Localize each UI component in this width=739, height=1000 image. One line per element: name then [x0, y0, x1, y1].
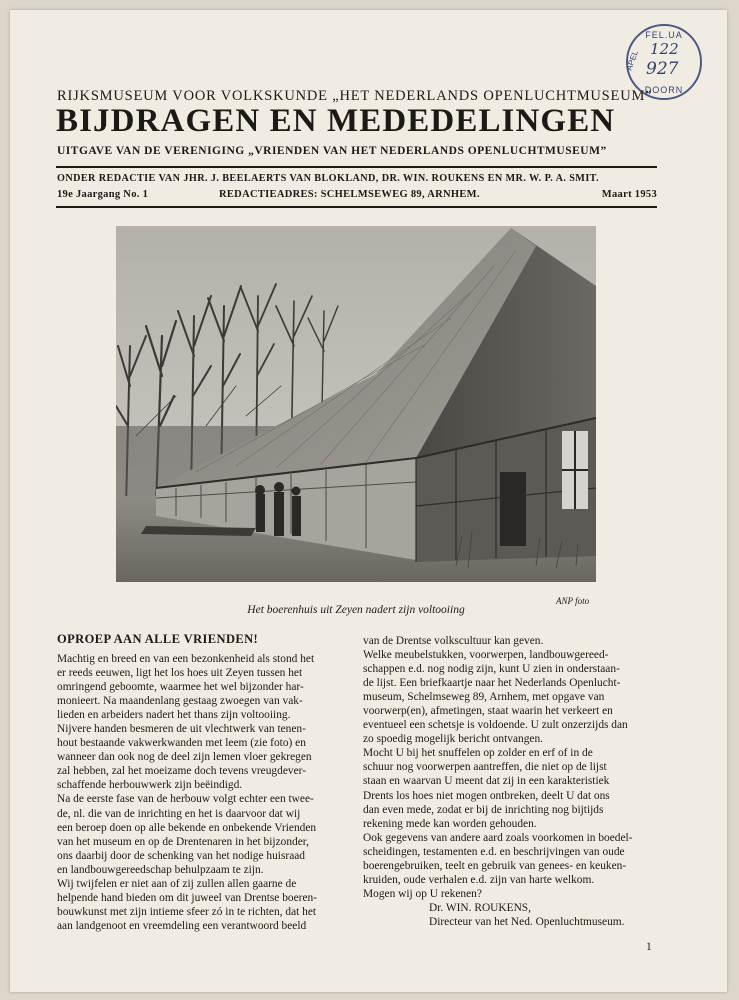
text-line: Na de eerste fase van de herbouw volgt echter een twee-	[57, 793, 314, 806]
editorial-address: REDACTIEADRES: SCHELMSEWEG 89, ARNHEM.	[219, 189, 480, 200]
text-line: een beroep doen op alle bekende en onbekende Vrienden	[57, 821, 317, 834]
top-rule	[56, 166, 657, 168]
text-line: Machtig en breed en van een bezonkenheid als stond het	[57, 653, 315, 665]
text-line: staan en waarvan U meent dat zij in een karakteristiek	[363, 775, 610, 788]
text-line: Welke meubelstukken, voorwerpen, landbouwgereed-	[363, 649, 609, 662]
article-heading: OPROEP AAN ALLE VRIENDEN!	[57, 632, 259, 646]
signature-title: Directeur van het Ned. Openluchtmuseum.	[429, 915, 625, 928]
stamp-left-text: APEL	[624, 49, 640, 72]
text-line: zo spoedig mogelijk bericht ontvangen.	[363, 733, 543, 746]
text-line: Mocht U bij het snuffelen op zolder en erf of in de	[363, 747, 593, 760]
article-left-column	[57, 652, 347, 933]
museum-line: RIJKSMUSEUM VOOR VOLKSKUNDE „HET NEDERLANDS OPENLUCHTMUSEUM”	[57, 88, 653, 104]
signature-name: Dr. WIN. ROUKENS,	[429, 901, 531, 914]
stamp-bottom-text: DOORN	[644, 85, 684, 95]
text-line: zal hebben, zal het moeizame doch tevens vreugdever-	[57, 765, 306, 778]
text-line: Drents los hoes niet mogen ontbreken, deelt U dat ons	[363, 789, 610, 802]
issue-number: 19e Jaargang No. 1	[57, 189, 149, 200]
page-number: 1	[646, 941, 652, 953]
text-line: boerengebruiken, teelt en gebruik van genees- en keuken-	[363, 859, 627, 872]
text-line: van het museum en op de Drentenaren in het bijzonder,	[57, 835, 309, 848]
stamp-number-2: 927	[646, 59, 679, 79]
stamp-top-text: FEL.UA	[645, 30, 683, 40]
text-line: monieert. Na maandenlang gestaag zwoegen van vak-	[57, 695, 303, 708]
text-line: hout bestaande vakwerkwanden met leem (zie foto) en	[57, 737, 306, 750]
text-line: schuur nog voorwerpen aantreffen, die niet op de lijst	[363, 761, 607, 774]
stamp-number-1: 122	[650, 40, 679, 58]
farmhouse-photo	[116, 226, 596, 582]
text-line: Ook gegevens van andere aard zoals voorkomen in boedel-	[363, 831, 633, 844]
text-line: helpende hand bieden om dit juweel van Drentse boeren-	[57, 891, 317, 904]
issue-info-line	[57, 189, 657, 203]
issue-date: Maart 1953	[601, 189, 657, 200]
text-line: omringend geboomte, waarmee het wel bijzonder har-	[57, 681, 304, 694]
text-line: schaffende herbouwwerk zijn beëindigd.	[57, 779, 243, 792]
text-line: aan landgenoot en vreemdeling een verantwoord beeld	[57, 919, 307, 932]
text-line: lieden en arbeiders nadert het thans zijn voltooiing.	[57, 709, 291, 722]
text-line: de, nl. die van de inrichting en het is daarvoor dat wij	[57, 807, 301, 820]
text-line: rekening mede kan worden gehouden.	[363, 817, 537, 830]
text-line: er reeds eeuwen, ligt het los hoes uit Zeyen tussen het	[57, 667, 303, 680]
text-line: de lijst. Een briefkaartje naar het Nederlands Openlucht-	[363, 677, 621, 690]
text-line: Mogen wij op U rekenen?	[363, 887, 482, 900]
text-line: dan even mede, zodat er bij de inrichting nog bijtijds	[363, 803, 604, 816]
article-right-column	[363, 634, 659, 929]
page-title: BIJDRAGEN EN MEDEDELINGEN	[56, 103, 616, 139]
photo-credit: ANP foto	[556, 596, 590, 606]
text-line: en landbouwgereedschap behulpzaam te zijn.	[57, 863, 264, 876]
editors-line: ONDER REDACTIE VAN JHR. J. BEELAERTS VAN BLOKLAND, DR. WIN. ROUKENS EN MR. W. P. A. SMIT.	[57, 173, 600, 184]
text-line: eventueel een schetsje is voldoende. U zult onzerzijds dan	[363, 719, 628, 732]
text-line: ons daarbij door de schenking van het nodige huisraad	[57, 849, 305, 862]
text-line: scheidingen, testamenten e.d. en beschrijvingen van oude	[363, 845, 625, 858]
text-line: bouwkunst met zijn intieme sfeer zó in te richten, dat het	[57, 905, 317, 918]
text-line: wanneer dan ook nog de deel zijn lemen vloer gekregen	[57, 751, 312, 764]
text-line: schappen e.d. nog nodig zijn, kunt U zien in onderstaan-	[363, 663, 620, 676]
subtitle: UITGAVE VAN DE VERENIGING „VRIENDEN VAN HET NEDERLANDS OPENLUCHTMUSEUM”	[57, 145, 607, 157]
text-line: kruiden, oude verhalen e.d. zijn van harte welkom.	[363, 873, 595, 886]
text-line: museum, Schelmseweg 89, Arnhem, met opgave van	[363, 691, 605, 704]
text-line: Wij twijfelen er niet aan of zij zullen allen gaarne de	[57, 877, 297, 890]
photo-caption: Het boerenhuis uit Zeyen nadert zijn voltooiing	[247, 604, 465, 616]
text-line: Nijvere handen besmeren de uit vlechtwerk van tenen-	[57, 723, 306, 736]
text-line: voorwerp(en), afmetingen, staat waarin het verkeert en	[363, 705, 613, 718]
text-line: van de Drentse volkscultuur kan geven.	[363, 635, 544, 647]
bottom-rule	[56, 206, 657, 208]
